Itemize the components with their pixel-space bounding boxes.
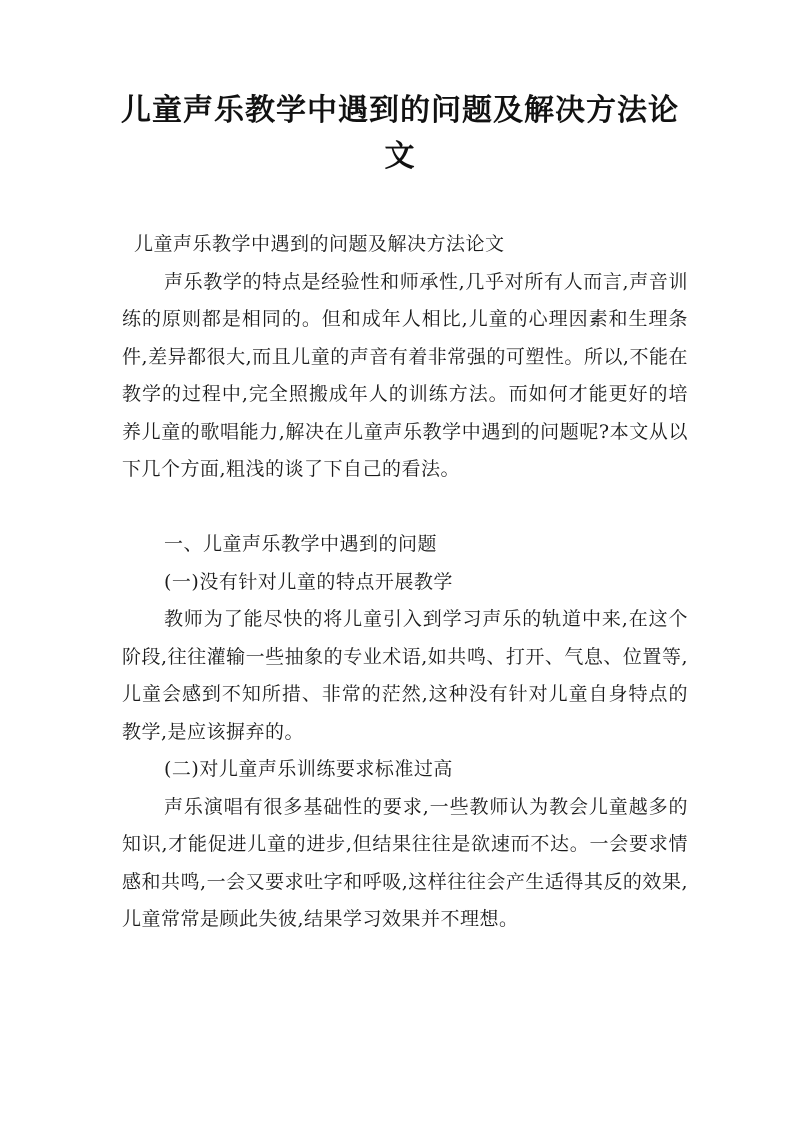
section-1-heading: 一、儿童声乐教学中遇到的问题 [164,533,438,555]
document-subtitle: 儿童声乐教学中遇到的问题及解决方法论文 [134,233,505,255]
document-body [122,226,688,939]
paragraph-spacer [122,489,688,527]
subsection-2-paragraph: 声乐演唱有很多基础性的要求,一些教师认为教会儿童越多的知识,才能促进儿童的进步,但结果往往是欲速而不达。一会要求情感和共鸣,一会又要求吐字和呼吸,这样往往会产生适得其反的效果,儿童常常是顾此失彼,结果学习效果并不理想。 [122,795,688,930]
subsection-1-heading: (一)没有针对儿童的特点开展教学 [164,570,453,593]
document-title: 儿童声乐教学中遇到的问题及解决方法论文 [121,93,679,174]
subsection-2-heading: (二)对儿童声乐训练要求标准过高 [164,758,453,780]
subsection-1-paragraph: 教师为了能尽快的将儿童引入到学习声乐的轨道中来,在这个阶段,往往灌输一些抽象的专业术语,如共鸣、打开、气息、位置等,儿童会感到不知所措、非常的茫然,这种没有针对儿童自身特点的教学,是应该摒弃的。 [122,608,688,743]
intro-paragraph: 声乐教学的特点是经验性和师承性,几乎对所有人而言,声音训练的原则都是相同的。但和成年人相比,儿童的心理因素和生理条件,差异都很大,而且儿童的声音有着非常强的可塑性。所以,不能在教学的过程中,完全照搬成年人的训练方法。而如何才能更好的培养儿童的歌唱能力,解决在儿童声乐教学中遇到的问题呢?本文从以下几个方面,粗浅的谈了下自己的看法。 [122,270,688,480]
